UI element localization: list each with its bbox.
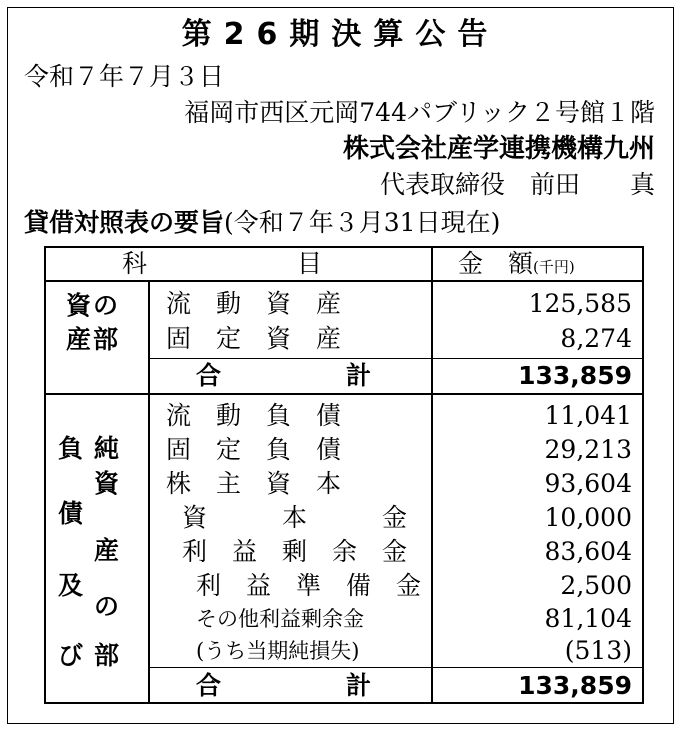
liab-row-label: 利 益 準 備 金 xyxy=(196,571,422,600)
liab-total-amount: 133,859 xyxy=(518,671,632,700)
table-divider xyxy=(46,393,642,395)
liab-section-char: び xyxy=(58,641,84,670)
assets-total-label: 合 計 xyxy=(196,361,372,390)
table-divider xyxy=(148,358,642,359)
asset-row-amount: 8,274 xyxy=(560,324,632,353)
liab-row-amount: 11,041 xyxy=(544,401,632,430)
table-divider xyxy=(148,667,642,668)
amount-label: 金 額 xyxy=(458,249,534,278)
liab-section-char: 及 xyxy=(58,571,84,600)
assets-total-amount: 133,859 xyxy=(518,361,632,390)
liab-row-amount: 81,104 xyxy=(544,604,632,633)
representative: 代表取締役 前田 真 xyxy=(379,170,655,199)
asset-row-amount: 125,585 xyxy=(528,289,632,318)
balance-sheet-heading xyxy=(24,207,500,239)
liab-row-label: その他利益剰余金 xyxy=(196,607,364,631)
liab-section-char: 資 xyxy=(94,469,120,498)
liab-section-char: 債 xyxy=(58,499,84,528)
company-name: 株式会社産学連携機構九州 xyxy=(342,134,655,164)
liab-row-amount: (513) xyxy=(564,636,632,665)
liab-row-label: 資 本 金 xyxy=(182,503,408,532)
liab-row-label: 利 益 剰 余 金 xyxy=(182,537,408,566)
liab-section-char: の xyxy=(94,592,120,621)
liab-total-label: 合 計 xyxy=(196,671,372,700)
table-divider xyxy=(431,248,433,704)
liab-row-label: 株 主 資 本 xyxy=(166,469,342,498)
liab-row-label: (うち当期純損失) xyxy=(196,639,360,663)
asset-row-label: 固 定 資 産 xyxy=(166,324,342,353)
assets-section-label-2: 産部 xyxy=(66,325,121,354)
balance-sheet-table xyxy=(44,246,644,704)
liab-row-amount: 29,213 xyxy=(544,435,632,464)
heading-date: (令和７年３月31日現在) xyxy=(224,208,501,237)
amount-unit: (千円) xyxy=(533,258,575,276)
asset-row-label: 流 動 資 産 xyxy=(166,289,342,318)
liab-row-label: 固 定 負 債 xyxy=(166,435,342,464)
company-address: 福岡市西区元岡744パブリック２号館１階 xyxy=(184,98,655,127)
column-header-subject: 科 目 xyxy=(122,249,323,278)
liab-row-amount: 10,000 xyxy=(544,503,632,532)
assets-section-label-1: 資の xyxy=(66,291,121,320)
liab-row-amount: 83,604 xyxy=(544,537,632,566)
liab-row-label: 流 動 負 債 xyxy=(166,401,342,430)
column-header-amount xyxy=(458,248,575,283)
liab-section-char: 純 xyxy=(94,434,120,463)
heading-main: 貸借対照表の要旨 xyxy=(24,208,225,237)
liab-section-char: 負 xyxy=(58,434,84,463)
liab-row-amount: 2,500 xyxy=(560,571,632,600)
notice-date: 令和７年７月３日 xyxy=(24,62,225,91)
liab-section-char: 産 xyxy=(94,536,120,565)
table-divider xyxy=(148,282,150,704)
liab-section-char: 部 xyxy=(94,641,120,670)
liab-row-amount: 93,604 xyxy=(544,469,632,498)
notice-title: 第26期決算公告 xyxy=(181,17,500,52)
